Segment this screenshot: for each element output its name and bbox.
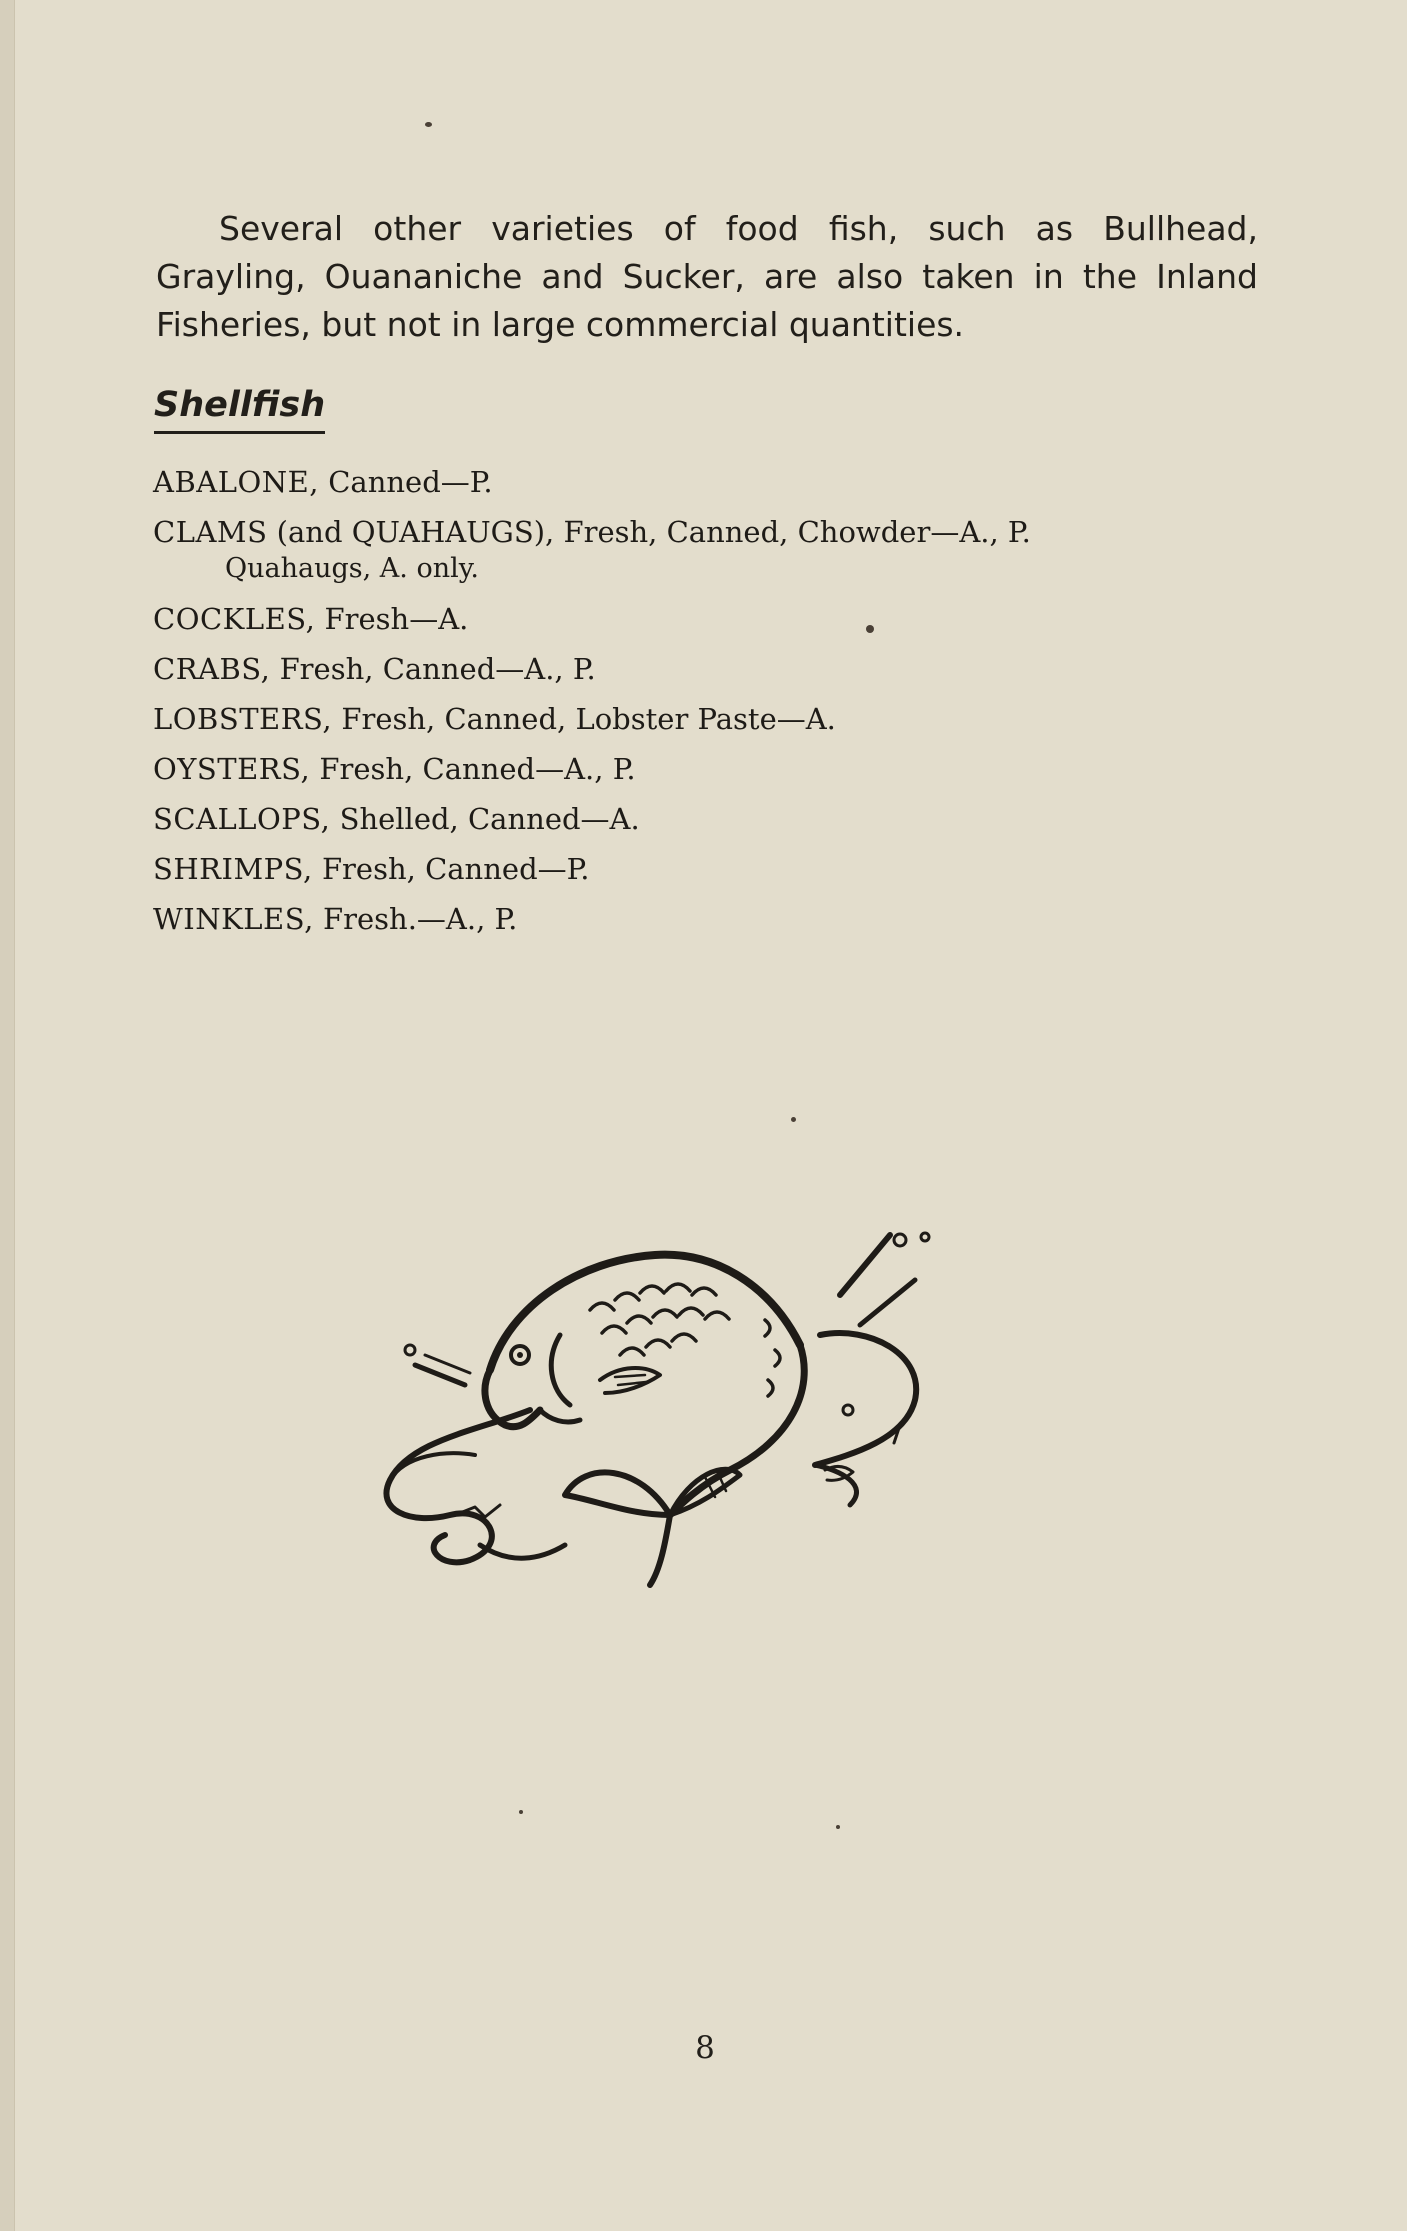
item-name: ABALONE, <box>153 465 319 499</box>
item-forms: Fresh—A. <box>324 602 469 636</box>
item-name: SHRIMPS, <box>153 852 313 886</box>
list-item <box>153 897 1263 947</box>
page-number: 8 <box>695 2030 715 2066</box>
list-item <box>153 597 1263 647</box>
item-name: COCKLES, <box>153 602 316 636</box>
item-forms: (and QUAHAUGS), Fresh, Canned, Chowder—A., P. <box>276 515 1031 549</box>
list-item <box>153 697 1263 747</box>
item-note: Quahaugs, A. only. <box>225 553 479 584</box>
list-item <box>153 510 1263 597</box>
item-name: SCALLOPS, <box>153 802 331 836</box>
list-item <box>153 747 1263 797</box>
item-name: LOBSTERS, <box>153 702 333 736</box>
item-forms: Fresh, Canned—A., P. <box>319 752 636 786</box>
paper-speck <box>866 625 874 633</box>
item-forms: Fresh, Canned—P. <box>321 852 590 886</box>
fish-illustration <box>370 1215 970 1595</box>
paper-speck <box>836 1825 840 1829</box>
list-item <box>153 647 1263 697</box>
intro-paragraph: Several other varieties of food fish, such as Bullhead, Grayling, Ouananiche and Sucker, are also taken in the Inland Fisheries, but not in large commercial quantities. <box>156 209 1258 344</box>
item-forms: Fresh, Canned—A., P. <box>279 652 596 686</box>
item-name: CRABS, <box>153 652 271 686</box>
list-item <box>153 460 1263 510</box>
shellfish-list <box>153 460 1263 947</box>
item-forms: Canned—P. <box>328 465 493 499</box>
item-name: CLAMS <box>153 515 268 549</box>
item-name: OYSTERS, <box>153 752 311 786</box>
paper-speck <box>791 1117 796 1122</box>
item-forms: Fresh, Canned, Lobster Paste—A. <box>341 702 836 736</box>
list-item <box>153 847 1263 897</box>
item-name: WINKLES, <box>153 902 314 936</box>
paper-speck <box>425 122 432 127</box>
item-forms: Shelled, Canned—A. <box>339 802 640 836</box>
list-item <box>153 797 1263 847</box>
paper-speck <box>519 1810 523 1814</box>
item-forms: Fresh.—A., P. <box>323 902 518 936</box>
binding-edge <box>0 0 15 2231</box>
section-heading-shellfish: Shellfish <box>154 385 325 434</box>
